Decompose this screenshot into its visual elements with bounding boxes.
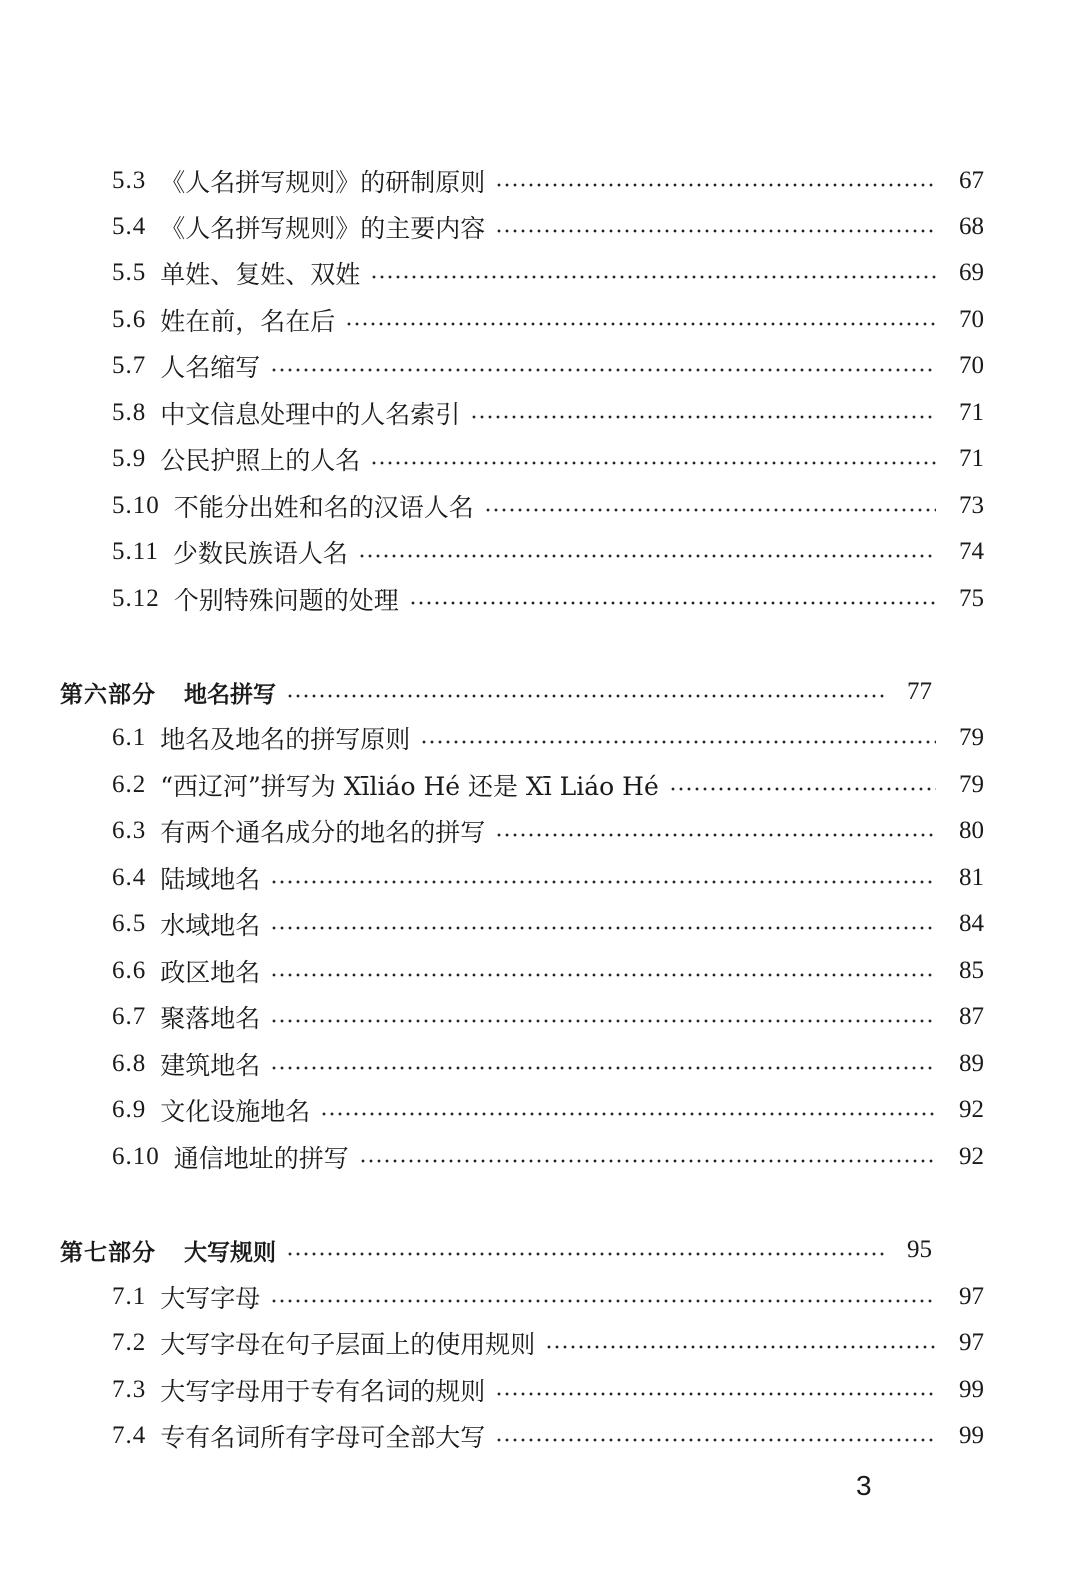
entry-title: 通信地址的拼写 bbox=[173, 1144, 349, 1173]
entry-title: 姓在前，名在后 bbox=[160, 307, 336, 336]
dot-leader bbox=[270, 1066, 936, 1070]
entry-title: 大写字母用于专有名词的规则 bbox=[160, 1377, 486, 1406]
dot-leader bbox=[320, 1112, 936, 1116]
toc-entry[interactable] bbox=[0, 300, 1072, 340]
entry-page: 99 bbox=[959, 1422, 984, 1449]
dot-leader bbox=[270, 368, 936, 372]
entry-title: 有两个通名成分的地名的拼写 bbox=[160, 818, 486, 847]
entry-page: 70 bbox=[959, 352, 984, 379]
entry-number: 7.4 bbox=[112, 1422, 147, 1449]
entry-page: 92 bbox=[959, 1096, 984, 1123]
entry-number: 5.8 bbox=[112, 399, 147, 426]
entry-title: 大写字母 bbox=[160, 1284, 261, 1313]
dot-leader bbox=[495, 229, 936, 233]
dot-leader bbox=[420, 740, 936, 744]
entry-page: 97 bbox=[959, 1283, 984, 1310]
dot-leader bbox=[270, 1299, 936, 1303]
entry-page: 71 bbox=[959, 399, 984, 426]
entry-page: 69 bbox=[959, 259, 984, 286]
dot-leader bbox=[495, 833, 936, 837]
entry-number: 7.3 bbox=[112, 1376, 147, 1403]
dot-leader bbox=[286, 1252, 884, 1256]
entry-title: 单姓、复姓、双姓 bbox=[160, 260, 361, 289]
toc-entry[interactable] bbox=[0, 579, 1072, 619]
entry-page: 79 bbox=[959, 771, 984, 798]
dot-leader bbox=[359, 1159, 936, 1163]
part-number: 第六部分 bbox=[60, 681, 156, 708]
entry-page: 84 bbox=[959, 910, 984, 937]
toc-entry[interactable] bbox=[0, 1370, 1072, 1410]
toc-entry[interactable] bbox=[0, 951, 1072, 991]
toc-entry[interactable] bbox=[0, 439, 1072, 479]
toc-part-heading[interactable] bbox=[0, 672, 1020, 712]
toc-entry[interactable] bbox=[0, 1416, 1072, 1456]
toc-entry[interactable] bbox=[0, 858, 1072, 898]
entry-page: 67 bbox=[959, 167, 984, 194]
entry-number: 6.5 bbox=[112, 910, 147, 937]
entry-number: 5.6 bbox=[112, 306, 147, 333]
entry-page: 68 bbox=[959, 213, 984, 240]
entry-title: 不能分出姓和名的汉语人名 bbox=[173, 493, 474, 522]
toc-entry[interactable] bbox=[0, 486, 1072, 526]
entry-number: 6.9 bbox=[112, 1096, 147, 1123]
dot-leader bbox=[270, 926, 936, 930]
entry-title: 少数民族语人名 bbox=[172, 539, 348, 568]
dot-leader bbox=[358, 554, 936, 558]
toc-entry[interactable] bbox=[0, 532, 1072, 572]
entry-number: 6.6 bbox=[112, 957, 147, 984]
dot-leader bbox=[270, 1019, 936, 1023]
dot-leader bbox=[370, 275, 936, 279]
dot-leader bbox=[409, 601, 936, 605]
entry-title: 水域地名 bbox=[160, 911, 261, 940]
entry-title: 中文信息处理中的人名索引 bbox=[160, 400, 461, 429]
entry-title: 陆域地名 bbox=[160, 865, 261, 894]
entry-title: 人名缩写 bbox=[160, 353, 261, 382]
toc-entry[interactable] bbox=[0, 346, 1072, 386]
entry-number: 5.5 bbox=[112, 259, 147, 286]
entry-page: 80 bbox=[959, 817, 984, 844]
entry-title: 公民护照上的人名 bbox=[160, 446, 361, 475]
entry-title: 建筑地名 bbox=[160, 1051, 261, 1080]
toc-entry[interactable] bbox=[0, 811, 1072, 851]
entry-title: 聚落地名 bbox=[160, 1004, 261, 1033]
entry-title: 政区地名 bbox=[160, 958, 261, 987]
dot-leader bbox=[470, 415, 936, 419]
toc-entry[interactable] bbox=[0, 161, 1072, 201]
toc-entry[interactable] bbox=[0, 393, 1072, 433]
dot-leader bbox=[495, 1438, 936, 1442]
entry-page: 75 bbox=[959, 585, 984, 612]
entry-page: 85 bbox=[959, 957, 984, 984]
entry-number: 5.12 bbox=[112, 585, 160, 612]
part-page: 95 bbox=[907, 1236, 932, 1263]
entry-page: 92 bbox=[959, 1143, 984, 1170]
part-number: 第七部分 bbox=[60, 1239, 156, 1266]
entry-title: “西辽河”拼写为 Xīliáo Hé 还是 Xī Liáo Hé bbox=[160, 772, 659, 801]
toc-entry[interactable] bbox=[0, 207, 1072, 247]
entry-number: 7.2 bbox=[112, 1329, 147, 1356]
entry-page: 81 bbox=[959, 864, 984, 891]
entry-number: 5.7 bbox=[112, 352, 147, 379]
dot-leader bbox=[270, 880, 936, 884]
part-page: 77 bbox=[907, 678, 932, 705]
dot-leader bbox=[370, 461, 936, 465]
toc-entry[interactable] bbox=[0, 1137, 1072, 1177]
entry-title: 《人名拼写规则》的主要内容 bbox=[160, 214, 486, 243]
dot-leader bbox=[270, 973, 936, 977]
toc-part-heading[interactable] bbox=[0, 1230, 1020, 1270]
entry-page: 99 bbox=[959, 1376, 984, 1403]
toc-entry[interactable] bbox=[0, 1323, 1072, 1363]
entry-title: 地名及地名的拼写原则 bbox=[160, 725, 411, 754]
entry-number: 5.10 bbox=[112, 492, 160, 519]
toc-entry[interactable] bbox=[0, 997, 1072, 1037]
entry-title: 个别特殊问题的处理 bbox=[173, 586, 399, 615]
page-number: 3 bbox=[856, 1470, 872, 1501]
entry-number: 6.2 bbox=[112, 771, 147, 798]
entry-number: 5.11 bbox=[112, 538, 159, 565]
toc-entry[interactable] bbox=[0, 253, 1072, 293]
toc-entry[interactable] bbox=[0, 765, 1072, 805]
dot-leader bbox=[495, 1392, 936, 1396]
entry-page: 97 bbox=[959, 1329, 984, 1356]
toc-entry[interactable] bbox=[0, 1044, 1072, 1084]
entry-title: 专有名词所有字母可全部大写 bbox=[160, 1423, 486, 1452]
entry-number: 6.3 bbox=[112, 817, 147, 844]
entry-number: 5.9 bbox=[112, 445, 147, 472]
entry-number: 6.1 bbox=[112, 724, 147, 751]
dot-leader bbox=[495, 183, 936, 187]
entry-number: 6.4 bbox=[112, 864, 147, 891]
entry-number: 7.1 bbox=[112, 1283, 147, 1310]
toc-entry[interactable] bbox=[0, 718, 1072, 758]
entry-page: 79 bbox=[959, 724, 984, 751]
dot-leader bbox=[545, 1345, 936, 1349]
entry-title: 大写字母在句子层面上的使用规则 bbox=[160, 1330, 536, 1359]
entry-page: 87 bbox=[959, 1003, 984, 1030]
entry-page: 89 bbox=[959, 1050, 984, 1077]
entry-title: 《人名拼写规则》的研制原则 bbox=[160, 168, 486, 197]
part-title: 大写规则 bbox=[184, 1239, 276, 1266]
entry-page: 73 bbox=[959, 492, 984, 519]
toc-entry[interactable] bbox=[0, 1090, 1072, 1130]
entry-number: 6.8 bbox=[112, 1050, 147, 1077]
entry-page: 74 bbox=[959, 538, 984, 565]
dot-leader bbox=[484, 508, 936, 512]
entry-page: 70 bbox=[959, 306, 984, 333]
dot-leader bbox=[286, 694, 884, 698]
toc-entry[interactable] bbox=[0, 904, 1072, 944]
entry-number: 6.7 bbox=[112, 1003, 147, 1030]
entry-number: 5.4 bbox=[112, 213, 147, 240]
part-title: 地名拼写 bbox=[184, 681, 276, 708]
entry-number: 5.3 bbox=[112, 167, 147, 194]
dot-leader bbox=[345, 322, 936, 326]
toc-entry[interactable] bbox=[0, 1277, 1072, 1317]
entry-page: 71 bbox=[959, 445, 984, 472]
dot-leader bbox=[669, 787, 936, 791]
entry-number: 6.10 bbox=[112, 1143, 160, 1170]
entry-title: 文化设施地名 bbox=[160, 1097, 311, 1126]
